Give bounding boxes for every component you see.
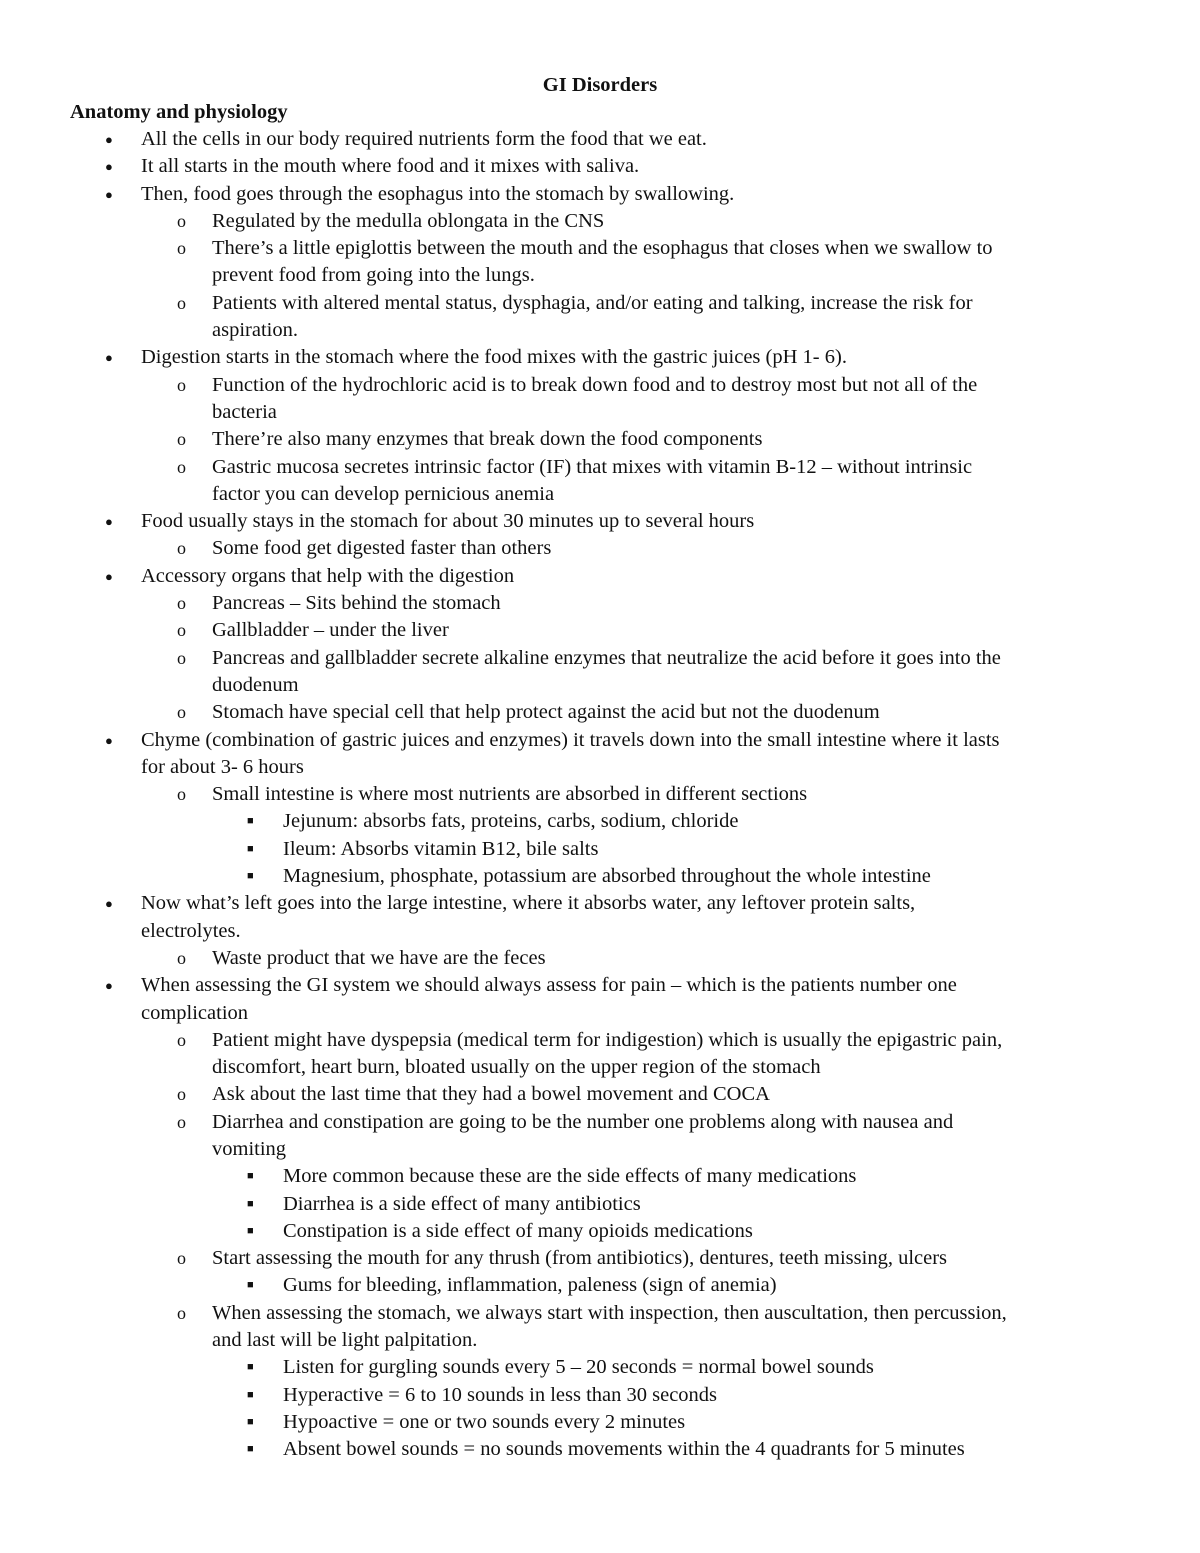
list-item-text: Small intestine is where most nutrients are absorbed in different sections bbox=[212, 783, 808, 806]
list-item-text: electrolytes. bbox=[141, 919, 241, 942]
list-item-level-1 bbox=[0, 126, 1200, 153]
list-item-continuation bbox=[0, 399, 1200, 426]
bullet-icon: ■ bbox=[247, 815, 254, 828]
list-item-text: When assessing the GI system we should always assess for pain – which is the patients number one bbox=[141, 974, 957, 997]
bullet-icon: o bbox=[177, 538, 186, 559]
list-item-text: Accessory organs that help with the digestion bbox=[141, 564, 515, 587]
list-item-text: Chyme (combination of gastric juices and enzymes) it travels down into the small intestine where it lasts bbox=[141, 728, 1000, 751]
bullet-icon: ● bbox=[105, 896, 113, 912]
bullet-icon: ● bbox=[105, 514, 113, 530]
list-item-text: Ileum: Absorbs vitamin B12, bile salts bbox=[283, 837, 599, 860]
bullet-icon: ■ bbox=[247, 1443, 254, 1456]
bullet-icon: ■ bbox=[247, 1415, 254, 1428]
bullet-icon: ■ bbox=[247, 1224, 254, 1237]
list-item-level-2 bbox=[0, 454, 1200, 481]
list-item-text: Diarrhea and constipation are going to be the number one problems along with nausea and bbox=[212, 1110, 954, 1133]
list-item-level-2 bbox=[0, 290, 1200, 317]
list-item-level-3 bbox=[0, 808, 1200, 835]
list-item-text: Absent bowel sounds = no sounds movements within the 4 quadrants for 5 minutes bbox=[283, 1438, 965, 1461]
bullet-icon: o bbox=[177, 620, 186, 641]
bullet-icon: o bbox=[177, 702, 186, 723]
bullet-icon: o bbox=[177, 238, 186, 259]
bullet-icon: o bbox=[177, 1302, 186, 1323]
list-item-continuation bbox=[0, 262, 1200, 289]
section-heading: Anatomy and physiology bbox=[70, 101, 288, 123]
list-item-text: Ask about the last time that they had a bowel movement and COCA bbox=[212, 1083, 770, 1106]
list-item-text: It all starts in the mouth where food and it mixes with saliva. bbox=[141, 155, 640, 178]
list-item-level-3 bbox=[0, 1191, 1200, 1218]
list-item-level-2 bbox=[0, 1109, 1200, 1136]
list-item-text: vomiting bbox=[212, 1137, 287, 1160]
list-item-level-1 bbox=[0, 563, 1200, 590]
bullet-icon: o bbox=[177, 647, 186, 668]
bullet-icon: ● bbox=[105, 350, 113, 366]
bullet-icon: ● bbox=[105, 186, 113, 202]
list-item-text: prevent food from going into the lungs. bbox=[212, 264, 535, 287]
bullet-icon: o bbox=[177, 429, 186, 450]
list-item-text: Regulated by the medulla oblongata in the CNS bbox=[212, 209, 605, 232]
bullet-icon: o bbox=[177, 1111, 186, 1132]
document-title: GI Disorders bbox=[542, 74, 658, 96]
list-item-text: Diarrhea is a side effect of many antibiotics bbox=[283, 1192, 641, 1215]
list-item-level-3 bbox=[0, 1382, 1200, 1409]
bullet-icon: o bbox=[177, 456, 186, 477]
list-item-level-1 bbox=[0, 972, 1200, 999]
list-item-text: Jejunum: absorbs fats, proteins, carbs, sodium, chloride bbox=[283, 810, 739, 833]
bullet-icon: ● bbox=[105, 732, 113, 748]
list-item-text: Function of the hydrochloric acid is to break down food and to destroy most but not all of the bbox=[212, 373, 978, 396]
list-item-text: bacteria bbox=[212, 400, 277, 423]
list-item-text: Stomach have special cell that help protect against the acid but not the duodenum bbox=[212, 701, 880, 724]
list-item-text: Constipation is a side effect of many opioids medications bbox=[283, 1219, 753, 1242]
list-item-text: Hyperactive = 6 to 10 sounds in less than 30 seconds bbox=[283, 1383, 718, 1406]
bullet-icon: o bbox=[177, 1084, 186, 1105]
list-item-text: Now what’s left goes into the large intestine, where it absorbs water, any leftover protein salts, bbox=[141, 892, 916, 915]
list-item-text: duodenum bbox=[212, 673, 299, 696]
list-item-level-2 bbox=[0, 781, 1200, 808]
bullet-icon: o bbox=[177, 374, 186, 395]
list-item-level-2 bbox=[0, 1081, 1200, 1108]
bullet-icon: o bbox=[177, 292, 186, 313]
list-item-continuation bbox=[0, 918, 1200, 945]
bullet-icon: ■ bbox=[247, 1170, 254, 1183]
list-item-continuation bbox=[0, 1054, 1200, 1081]
list-item-text: Patients with altered mental status, dysphagia, and/or eating and talking, increase the risk for bbox=[212, 291, 973, 314]
list-item-level-2 bbox=[0, 208, 1200, 235]
list-item-level-2 bbox=[0, 1245, 1200, 1272]
list-item-level-2 bbox=[0, 235, 1200, 262]
bullet-icon: ● bbox=[105, 568, 113, 584]
bullet-icon: o bbox=[177, 1248, 186, 1269]
list-item-level-3 bbox=[0, 1409, 1200, 1436]
list-item-text: Hypoactive = one or two sounds every 2 minutes bbox=[283, 1410, 686, 1433]
list-item-text: Waste product that we have are the feces bbox=[212, 946, 546, 969]
bullet-icon: ■ bbox=[247, 842, 254, 855]
list-item-level-1 bbox=[0, 727, 1200, 754]
bullet-icon: o bbox=[177, 593, 186, 614]
notes-list bbox=[0, 126, 1200, 1464]
list-item-text: Pancreas and gallbladder secrete alkaline enzymes that neutralize the acid before it goes into the bbox=[212, 646, 1001, 669]
list-item-continuation bbox=[0, 1136, 1200, 1163]
list-item-text: All the cells in our body required nutrients form the food that we eat. bbox=[141, 128, 707, 150]
list-item-text: Pancreas – Sits behind the stomach bbox=[212, 592, 501, 615]
list-item-level-3 bbox=[0, 1218, 1200, 1245]
list-item-level-1 bbox=[0, 181, 1200, 208]
list-item-text: Listen for gurgling sounds every 5 – 20 seconds = normal bowel sounds bbox=[283, 1356, 874, 1379]
list-item-continuation bbox=[0, 1327, 1200, 1354]
list-item-level-3 bbox=[0, 1163, 1200, 1190]
bullet-icon: ■ bbox=[247, 1388, 254, 1401]
list-item-text: Food usually stays in the stomach for about 30 minutes up to several hours bbox=[141, 510, 755, 533]
list-item-continuation bbox=[0, 754, 1200, 781]
bullet-icon: ● bbox=[105, 159, 113, 175]
list-item-text: Digestion starts in the stomach where the food mixes with the gastric juices (pH 1- 6). bbox=[141, 346, 847, 369]
list-item-text: Gastric mucosa secretes intrinsic factor (IF) that mixes with vitamin B-12 – without intrinsic bbox=[212, 455, 973, 478]
list-item-level-3 bbox=[0, 1436, 1200, 1463]
bullet-icon: ■ bbox=[247, 1361, 254, 1374]
list-item-text: Gallbladder – under the liver bbox=[212, 619, 449, 642]
list-item-level-2 bbox=[0, 535, 1200, 562]
list-item-level-1 bbox=[0, 890, 1200, 917]
list-item-text: More common because these are the side effects of many medications bbox=[283, 1165, 857, 1188]
list-item-level-2 bbox=[0, 1027, 1200, 1054]
list-item-text: complication bbox=[141, 1001, 249, 1024]
list-item-text: Then, food goes through the esophagus into the stomach by swallowing. bbox=[141, 182, 735, 205]
list-item-text: Gums for bleeding, inflammation, paleness (sign of anemia) bbox=[283, 1274, 777, 1297]
bullet-icon: o bbox=[177, 210, 186, 231]
bullet-icon: o bbox=[177, 784, 186, 805]
list-item-text: Patient might have dyspepsia (medical term for indigestion) which is usually the epigastric pain, bbox=[212, 1028, 1003, 1051]
list-item-text: Some food get digested faster than others bbox=[212, 537, 552, 560]
list-item-level-2 bbox=[0, 699, 1200, 726]
list-item-level-2 bbox=[0, 617, 1200, 644]
list-item-text: for about 3- 6 hours bbox=[141, 755, 304, 778]
list-item-level-3 bbox=[0, 836, 1200, 863]
list-item-level-1 bbox=[0, 508, 1200, 535]
list-item-text: When assessing the stomach, we always start with inspection, then auscultation, then percussion, bbox=[212, 1301, 1007, 1324]
list-item-level-2 bbox=[0, 372, 1200, 399]
list-item-level-2 bbox=[0, 590, 1200, 617]
list-item-text: factor you can develop pernicious anemia bbox=[212, 482, 555, 505]
list-item-level-3 bbox=[0, 863, 1200, 890]
list-item-continuation bbox=[0, 1000, 1200, 1027]
bullet-icon: ■ bbox=[247, 870, 254, 883]
list-item-text: aspiration. bbox=[212, 319, 298, 342]
list-item-text: Start assessing the mouth for any thrush (from antibiotics), dentures, teeth missing, ulcers bbox=[212, 1247, 948, 1270]
bullet-icon: ■ bbox=[247, 1197, 254, 1210]
list-item-text: discomfort, heart burn, bloated usually on the upper region of the stomach bbox=[212, 1056, 821, 1079]
bullet-icon: ■ bbox=[247, 1279, 254, 1292]
list-item-level-2 bbox=[0, 1300, 1200, 1327]
list-item-text: There’re also many enzymes that break down the food components bbox=[212, 428, 763, 451]
list-item-level-3 bbox=[0, 1272, 1200, 1299]
list-item-level-2 bbox=[0, 945, 1200, 972]
list-item-level-2 bbox=[0, 645, 1200, 672]
bullet-icon: o bbox=[177, 1029, 186, 1050]
list-item-level-1 bbox=[0, 344, 1200, 371]
list-item-continuation bbox=[0, 317, 1200, 344]
list-item-text: and last will be light palpitation. bbox=[212, 1329, 478, 1352]
list-item-continuation bbox=[0, 481, 1200, 508]
list-item-level-1 bbox=[0, 153, 1200, 180]
list-item-continuation bbox=[0, 672, 1200, 699]
list-item-level-3 bbox=[0, 1354, 1200, 1381]
bullet-icon: ● bbox=[105, 978, 113, 994]
list-item-text: Magnesium, phosphate, potassium are absorbed throughout the whole intestine bbox=[283, 865, 931, 888]
list-item-level-2 bbox=[0, 426, 1200, 453]
bullet-icon: ● bbox=[105, 132, 113, 147]
list-item-text: There’s a little epiglottis between the mouth and the esophagus that closes when we swallow to bbox=[212, 237, 993, 260]
bullet-icon: o bbox=[177, 947, 186, 968]
